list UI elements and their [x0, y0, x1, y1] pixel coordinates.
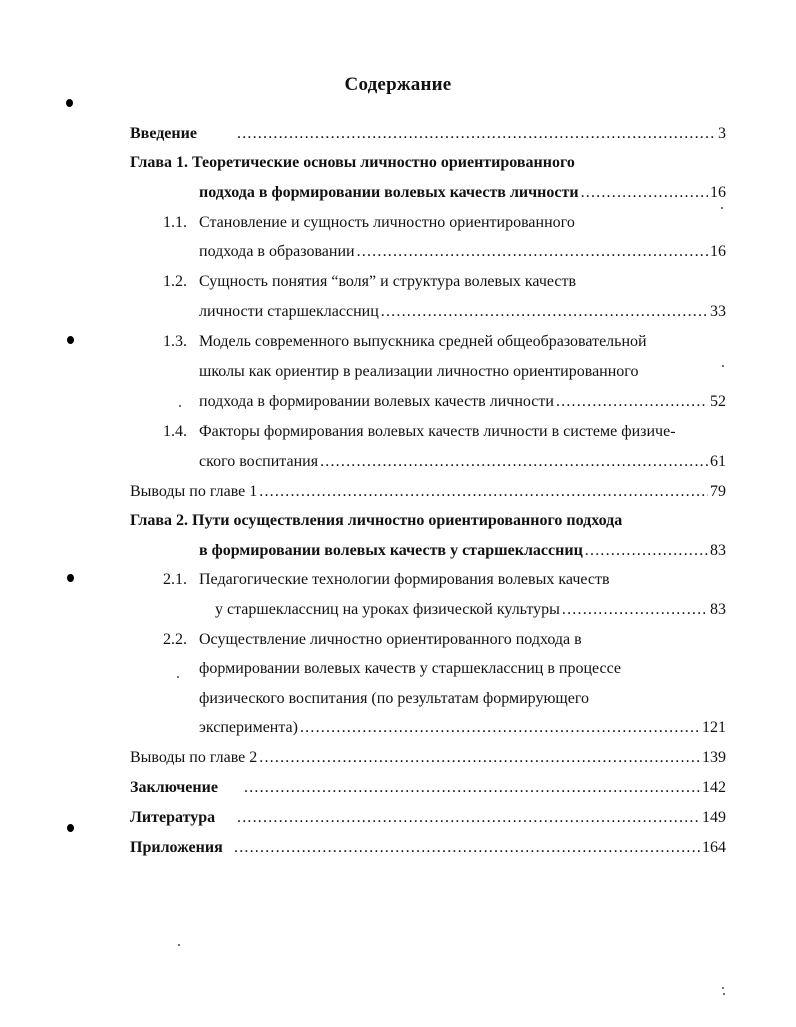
scan-speck [722, 365, 724, 367]
toc-entry-1-4-cont [199, 451, 726, 473]
toc-entry-intro [130, 123, 726, 145]
toc-entry-2-2 [163, 629, 582, 651]
toc-entry-ch1-conclusions [130, 481, 726, 503]
toc-entry-2-2-cont3 [199, 717, 726, 739]
toc-label: Выводы по главе 2 [130, 749, 258, 766]
chapter-1-heading-cont [199, 182, 726, 204]
toc-label: Модель современного выпускника средней общеобразовательной [199, 333, 647, 350]
section-number: 1.1. [163, 214, 187, 231]
toc-entry-1-1-cont [199, 241, 726, 263]
toc-label: Заключение [130, 779, 218, 796]
toc-page: 33 [710, 303, 726, 320]
section-number: 1.2. [163, 273, 187, 290]
toc-entry-1-2 [163, 271, 576, 293]
toc-label: эксперимента) [199, 719, 298, 736]
toc-page: 83 [710, 601, 726, 618]
leader-dots [357, 241, 708, 263]
toc-entry-1-3 [163, 331, 647, 353]
toc-entry-2-2-cont2: физического воспитания (по результатам формирующего [199, 690, 589, 707]
toc-page: 149 [702, 809, 726, 826]
toc-label: Выводы по главе 1 [130, 483, 258, 500]
leader-dots [320, 451, 708, 473]
toc-label: Педагогические технологии формирования волевых качеств [199, 571, 610, 588]
toc-label: подхода в формировании волевых качеств личности [199, 393, 554, 410]
leader-dots [259, 481, 708, 503]
binding-hole-mark [67, 336, 74, 344]
section-number: 1.4. [163, 423, 187, 440]
page-title: Содержание [344, 74, 452, 95]
toc-page: 79 [710, 483, 726, 500]
toc-page: 139 [702, 749, 726, 766]
toc-label: подхода в формировании волевых качеств личности [199, 184, 579, 201]
binding-hole-mark [67, 574, 74, 582]
toc-entry-1-3-cont: школы как ориентир в реализации личностно ориентированного [199, 363, 639, 380]
scan-speck [723, 993, 725, 995]
leader-dots [556, 391, 708, 413]
toc-label: у старшеклассниц на уроках физической культуры [215, 601, 560, 618]
toc-entry-1-3-cont2 [199, 391, 726, 413]
toc-entry-conclusion [130, 777, 726, 799]
scan-speck [721, 207, 723, 209]
toc-entry-2-2-cont: формировании волевых качеств у старшеклассниц в процессе [199, 660, 621, 677]
toc-label: Становление и сущность личностно ориентированного [199, 214, 575, 231]
scan-speck [179, 405, 181, 407]
toc-page: 142 [702, 779, 726, 796]
leader-dots [562, 599, 708, 621]
toc-page: 164 [702, 839, 726, 856]
toc-label: ского воспитания [199, 453, 319, 470]
toc-label: личности старшеклассниц [199, 303, 379, 320]
toc-page: 3 [718, 125, 726, 142]
toc-entry-1-4 [163, 421, 676, 443]
toc-page: 83 [710, 542, 726, 559]
leader-dots [237, 123, 716, 145]
toc-label: подхода в образовании [199, 243, 355, 260]
toc-label: в формировании волевых качеств у старшеклассниц [199, 542, 583, 559]
binding-hole-mark [66, 99, 73, 107]
toc-label: Осуществление личностно ориентированного подхода в [199, 631, 582, 648]
leader-dots [259, 747, 700, 769]
toc-entry-ch2-conclusions [130, 747, 726, 769]
chapter-1-heading: Глава 1. Теоретические основы личностно ориентированного [130, 154, 575, 171]
toc-entry-1-1 [163, 212, 575, 234]
toc-label: Литература [130, 809, 216, 826]
toc-entry-literature [130, 807, 726, 829]
leader-dots [300, 717, 700, 739]
toc-entry-1-2-cont [199, 301, 726, 323]
scan-speck [177, 676, 179, 678]
leader-dots [381, 301, 708, 323]
scan-speck [178, 944, 180, 946]
toc-page: 16 [710, 243, 726, 260]
chapter-2-heading: Глава 2. Пути осуществления личностно ориентированного подхода [130, 512, 623, 529]
toc-entry-2-1-cont [215, 599, 726, 621]
section-number: 2.2. [163, 631, 187, 648]
binding-hole-mark [67, 824, 74, 832]
leader-dots [581, 182, 708, 204]
leader-dots [244, 777, 700, 799]
toc-label: Приложения [130, 839, 223, 856]
toc-page: 61 [710, 453, 726, 470]
toc-label: Введение [130, 125, 197, 142]
toc-page: 121 [702, 719, 726, 736]
leader-dots [237, 807, 700, 829]
toc-entry-2-1 [163, 569, 610, 591]
toc-entry-appendices [130, 837, 726, 859]
toc-page: 16 [710, 184, 726, 201]
toc-page: 52 [710, 393, 726, 410]
chapter-2-heading-cont [199, 540, 726, 562]
toc-label: Сущность понятия “воля” и структура волевых качеств [199, 273, 577, 290]
leader-dots [234, 837, 700, 859]
toc-label: Факторы формирования волевых качеств личности в системе физиче- [199, 423, 676, 440]
section-number: 1.3. [163, 333, 187, 350]
scan-speck [722, 987, 724, 989]
section-number: 2.1. [163, 571, 187, 588]
leader-dots [585, 540, 708, 562]
